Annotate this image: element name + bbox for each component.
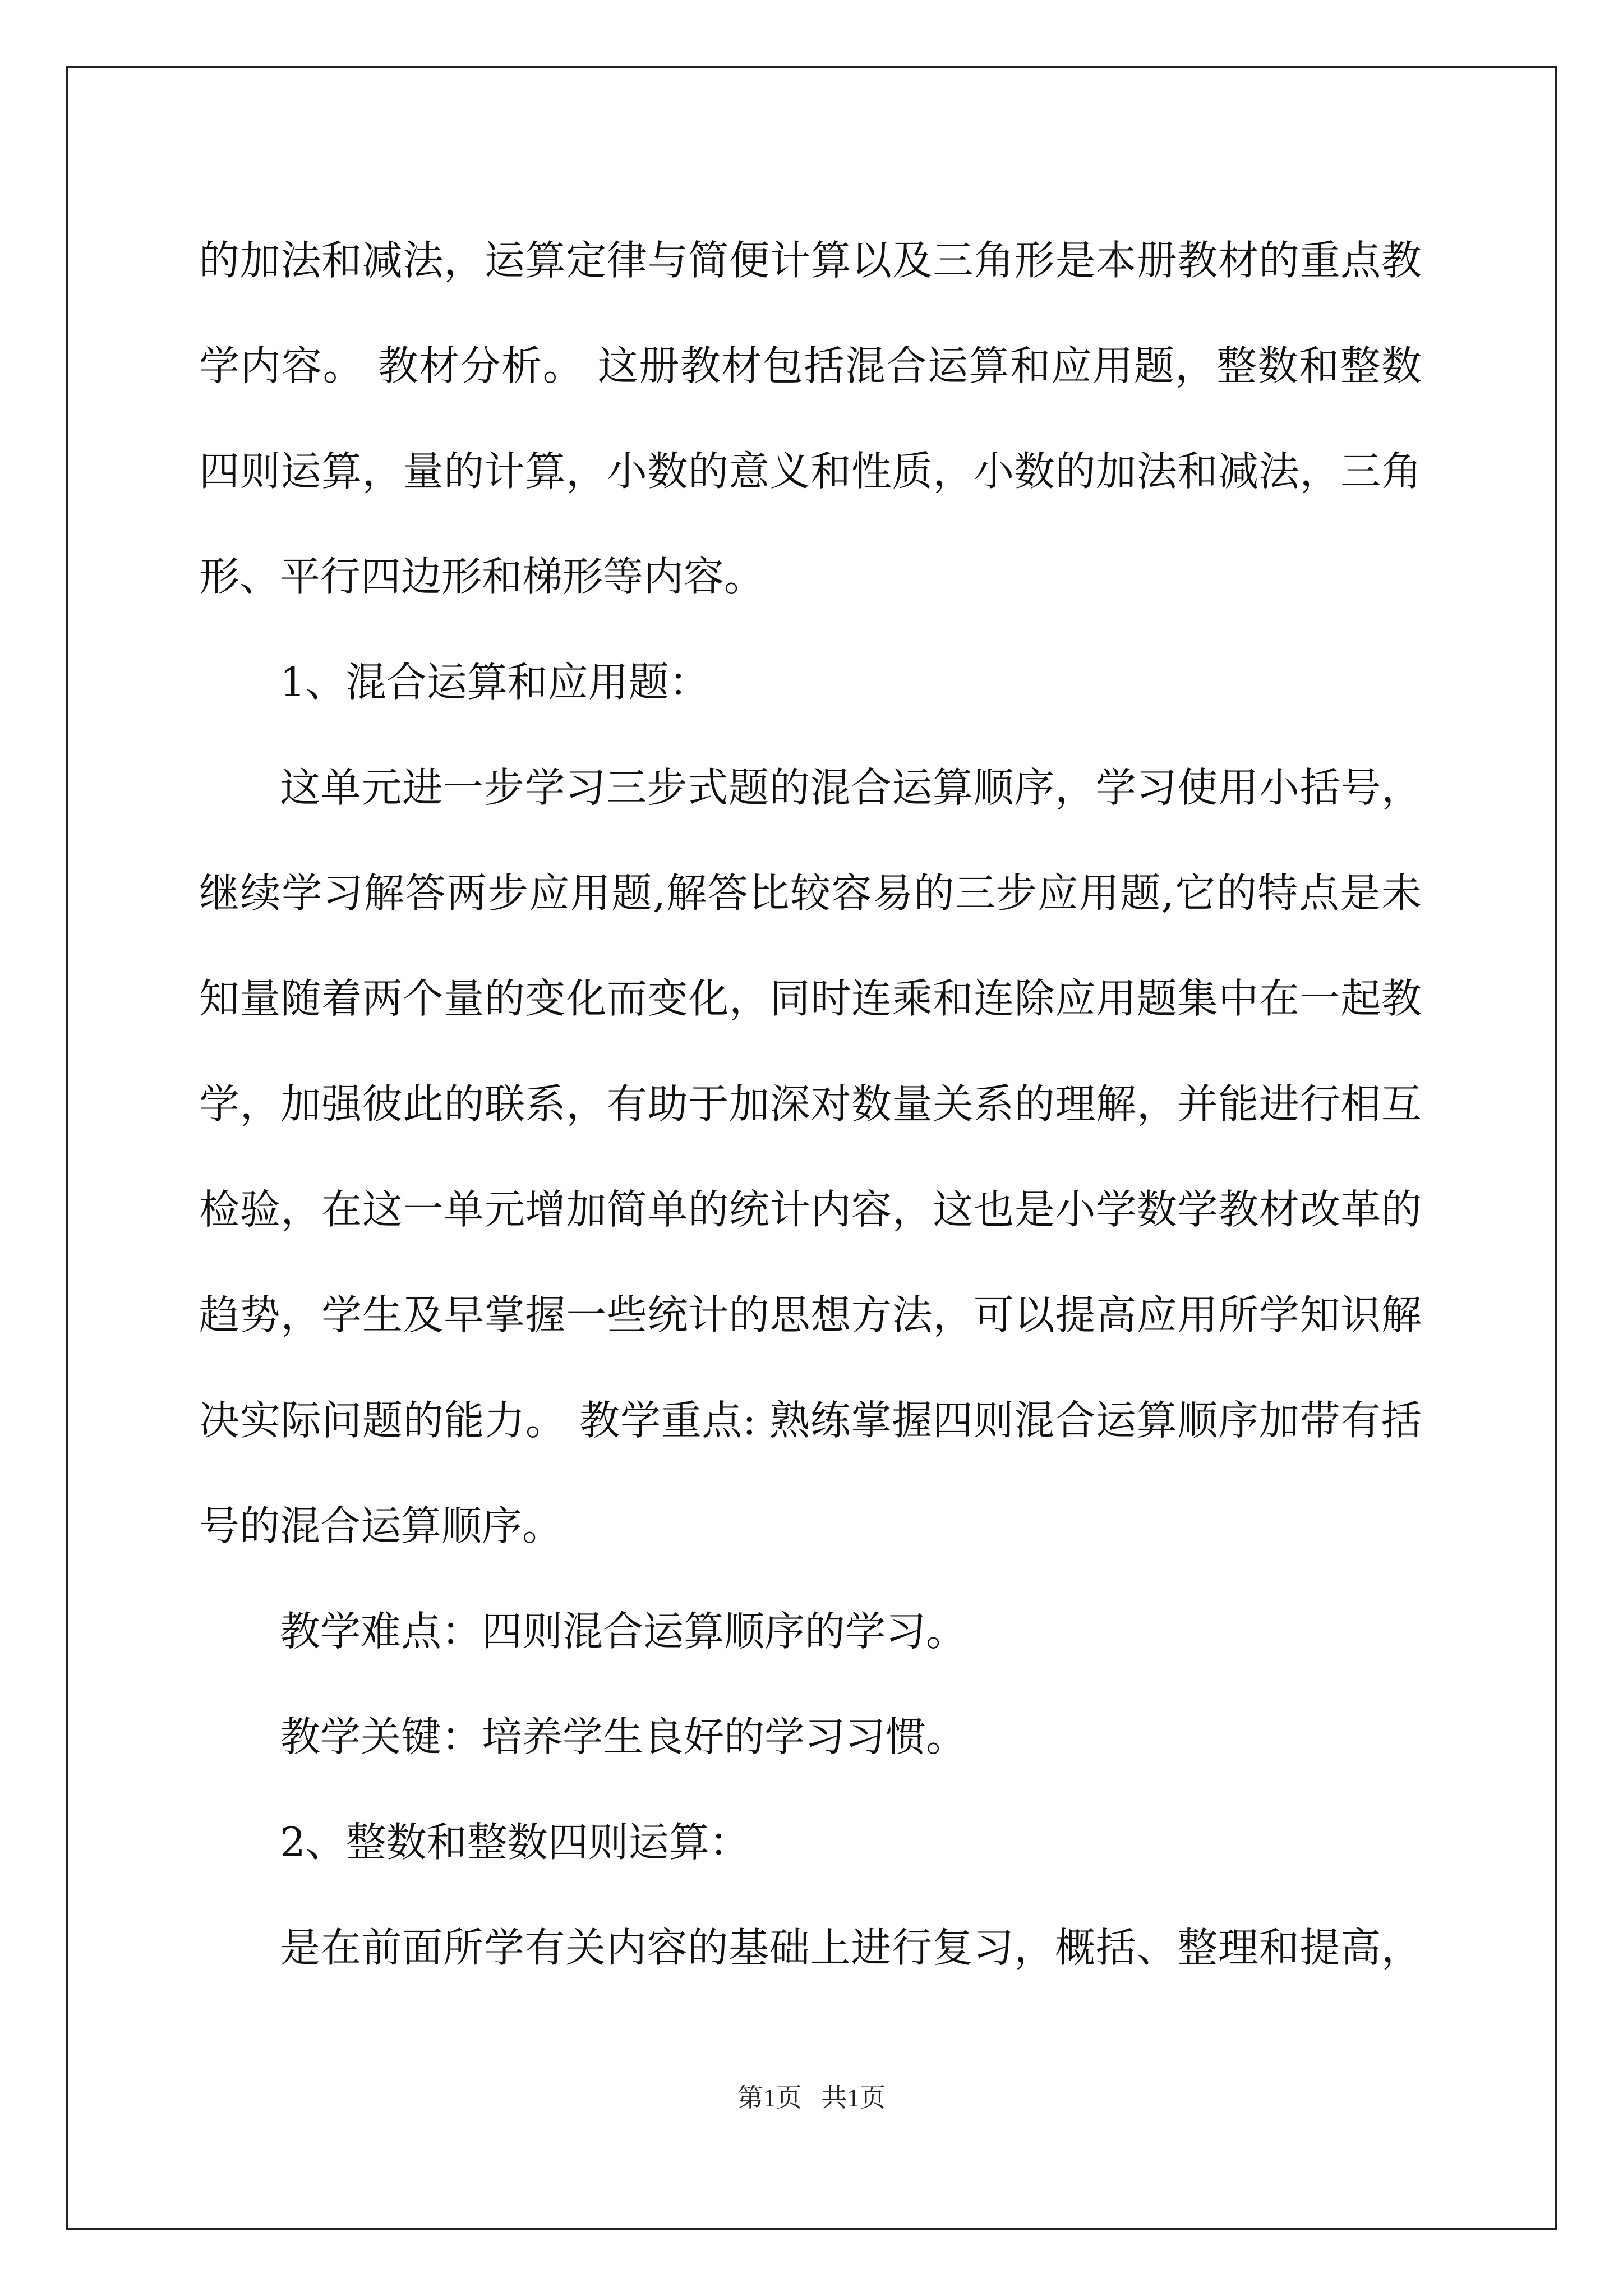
section-heading: 2、整数和整数四则运算： <box>280 1819 750 1866</box>
text-line: 这单元进一步学习三步式题的混合运算顺序，学习使用小括号， <box>280 764 1422 811</box>
text-line: 是在前面所学有关内容的基础上进行复习，概括、整理和提高， <box>280 1924 1422 1971</box>
section-heading: 1、混合运算和应用题： <box>280 659 709 706</box>
document-body <box>199 208 1422 2000</box>
text-line: 学，加强彼此的联系，有助于加深对数量关系的理解，并能进行相互 <box>199 1080 1422 1128</box>
text-line: 教学关键：培养学生良好的学习习惯。 <box>280 1713 967 1760</box>
text-line: 形、平行四边形和梯形等内容。 <box>199 553 765 600</box>
text-line: 学内容。 教材分析。 这册教材包括混合运算和应用题，整数和整数 <box>199 342 1422 389</box>
text-line: 检验，在这一单元增加简单的统计内容，这也是小学数学教材改革的 <box>199 1186 1422 1233</box>
text-line: 知量随着两个量的变化而变化，同时连乘和连除应用题集中在一起教 <box>199 975 1422 1022</box>
text-line: 趋势，学生及早掌握一些统计的思想方法，可以提高应用所学知识解 <box>199 1291 1422 1338</box>
text-line: 四则运算，量的计算，小数的意义和性质，小数的加法和减法，三角 <box>199 448 1422 495</box>
page-number-footer: 第1页 共1页 <box>737 2083 886 2112</box>
text-line: 的加法和减法，运算定律与简便计算以及三角形是本册教材的重点教 <box>199 237 1422 284</box>
text-line: 决实际问题的能力。 教学重点: 熟练掌握四则混合运算顺序加带有括 <box>199 1397 1422 1444</box>
text-line: 号的混合运算顺序。 <box>199 1502 563 1549</box>
text-line: 教学难点：四则混合运算顺序的学习。 <box>280 1608 967 1655</box>
text-line: 继续学习解答两步应用题,解答比较容易的三步应用题,它的特点是未 <box>199 869 1422 917</box>
